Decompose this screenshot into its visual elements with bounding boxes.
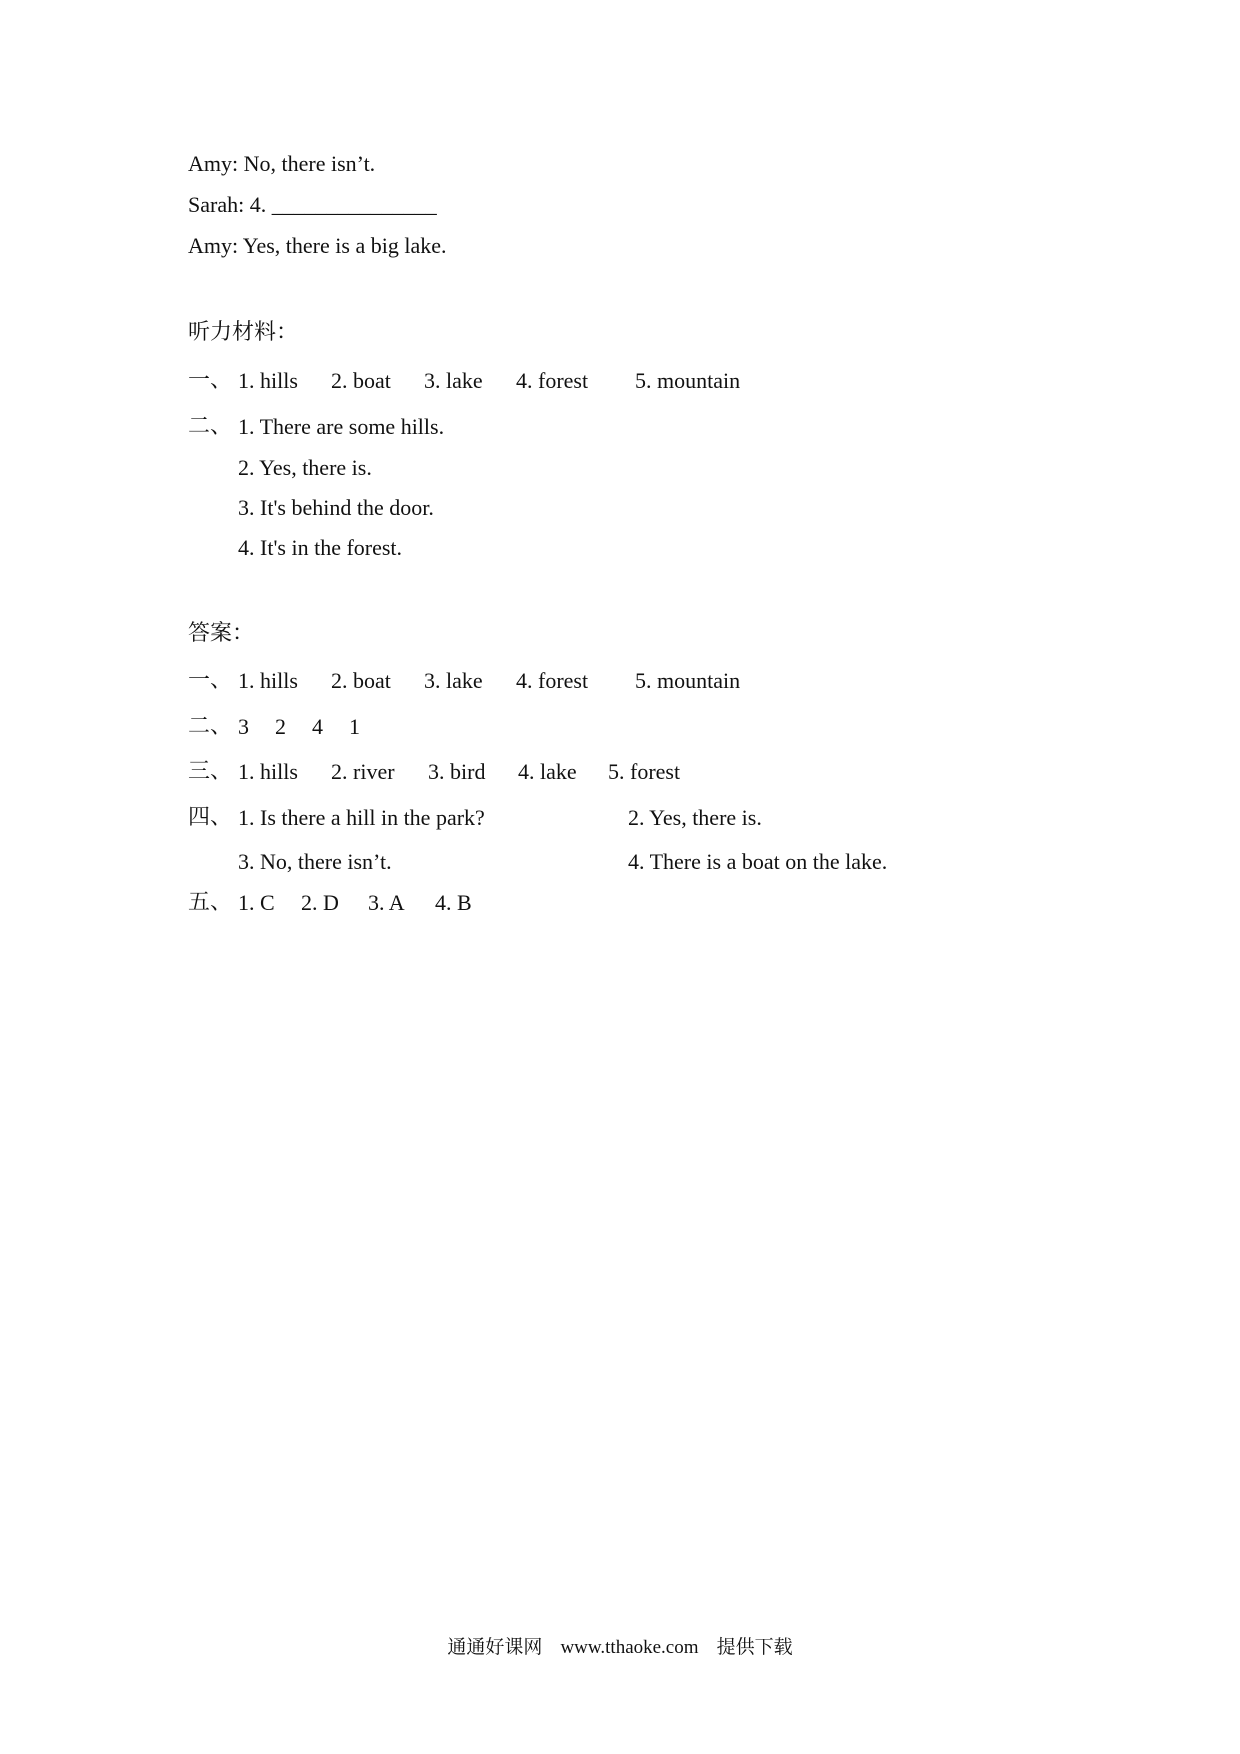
list-item: 4. It's in the forest. [238, 535, 403, 560]
list-item: 2. Yes, there is. [238, 455, 372, 480]
list-item: 4. forest [516, 368, 589, 393]
footer-site-name: 通通好课网 [447, 1636, 543, 1658]
page-footer [0, 1632, 1240, 1659]
list-item: 1. There are some hills. [238, 414, 445, 439]
list-item: 1 [349, 714, 360, 739]
list-item: 3. It's behind the door. [238, 495, 434, 520]
list-item: 2. Yes, there is. [628, 805, 762, 830]
list-item: 3. A [368, 890, 405, 915]
list-item: 3. lake [424, 668, 483, 693]
section-number: 二、 [188, 414, 233, 439]
list-item: 3. No, there isn’t. [238, 849, 392, 874]
dialogue-line-sarah-4: Sarah: 4. _______________ [188, 192, 437, 217]
answers-section-3 [188, 761, 988, 787]
footer-url[interactable]: www.tthaoke.com [560, 1637, 699, 1658]
list-item: 4. B [435, 890, 472, 915]
list-item: 5. forest [608, 759, 681, 784]
list-item: 4. forest [516, 668, 589, 693]
answers-section-4-row-2 [188, 851, 988, 877]
dialogue-line-amy-1: Amy: No, there isn’t. [188, 151, 376, 176]
footer-suffix: 提供下载 [716, 1636, 793, 1658]
list-item: 4. There is a boat on the lake. [628, 849, 888, 874]
section-number: 四、 [188, 805, 233, 830]
answers-section-2 [188, 716, 988, 742]
list-item: 2 [275, 714, 286, 739]
section-number: 一、 [188, 668, 233, 693]
section-number: 五、 [188, 890, 233, 915]
list-item: 2. D [301, 890, 339, 915]
list-item: 3 [238, 714, 249, 739]
list-item: 2. boat [331, 668, 391, 693]
list-item: 1. hills [238, 368, 298, 393]
list-item: 2. river [331, 759, 395, 784]
list-item: 4 [312, 714, 323, 739]
section-number: 二、 [188, 714, 233, 739]
list-item: 2. boat [331, 368, 391, 393]
answers-heading: 答案： [188, 621, 255, 646]
list-item: 5. mountain [635, 668, 741, 693]
list-item: 1. C [238, 890, 275, 915]
section-number: 一、 [188, 368, 233, 393]
list-item: 1. hills [238, 668, 298, 693]
list-item: 5. mountain [635, 368, 741, 393]
answers-section-1 [188, 670, 988, 696]
section-number: 三、 [188, 759, 233, 784]
listening-section-2 [188, 416, 988, 442]
answers-section-5 [188, 892, 988, 918]
list-item: 3. bird [428, 759, 486, 784]
dialogue-line-amy-2: Amy: Yes, there is a big lake. [188, 233, 447, 258]
list-item: 3. lake [424, 368, 483, 393]
list-item: 1. Is there a hill in the park? [238, 805, 485, 830]
list-item: 4. lake [518, 759, 577, 784]
answers-section-4 [188, 807, 988, 833]
list-item: 1. hills [238, 759, 298, 784]
listening-section-1 [188, 370, 988, 396]
listening-heading: 听力材料： [188, 320, 299, 345]
